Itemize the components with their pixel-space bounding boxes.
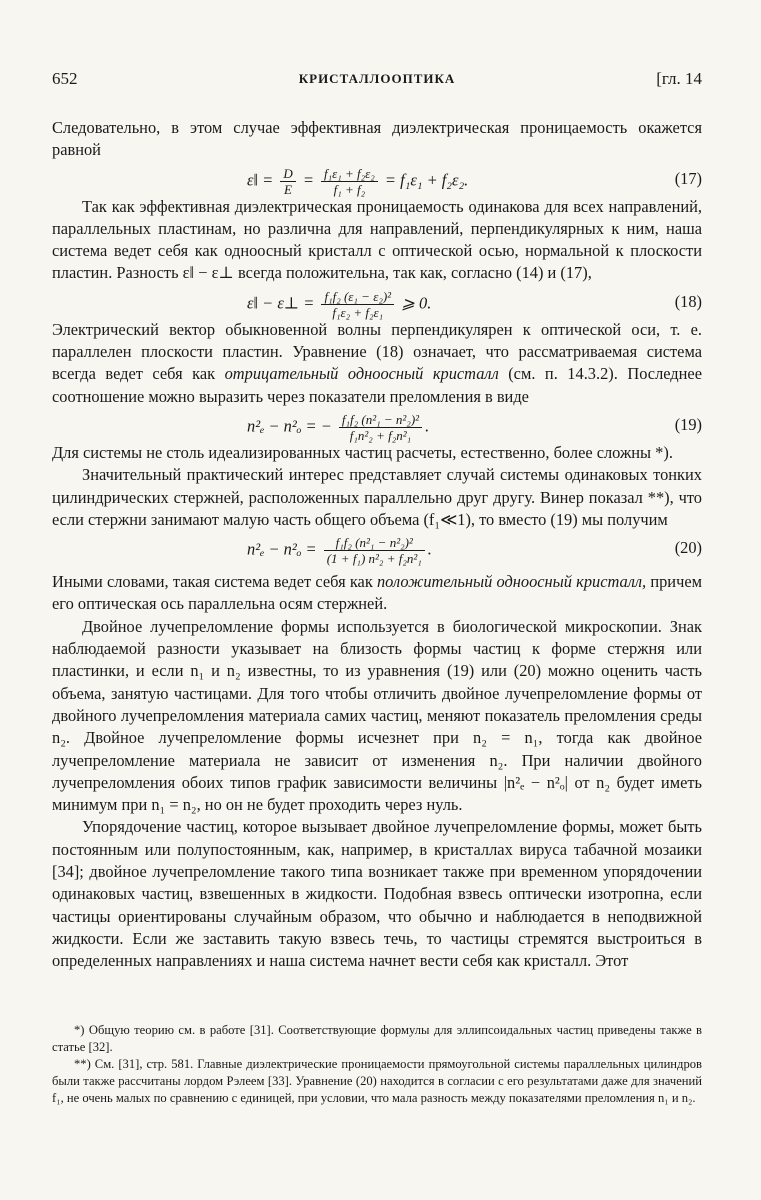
equation-17-number: (17) (674, 168, 702, 188)
chapter-label: [гл. 14 (656, 69, 702, 88)
paragraph-8: Упорядочение частиц, которое вызывает двойное лучепреломление формы, может быть постоянным или полупостоянным, как, например, в кристаллах вируса табачной мозаики [34]; двойное лучепреломление такого типа возникает также при временном упорядочении одинаковых частиц, взвешенных в жидкости. Подобная взвесь оптически изотропна, если частицы ориентированы случайным образом, что обычно и наблюдается в неподвижной жидкости. Если же заставить такую взвесь течь, то частицы стремятся выстроиться в определенных направлениях и наша система начнет вести себя как кристалл. Этот (52, 817, 702, 971)
equation-19 (52, 408, 702, 442)
paragraph-4: Для системы не столь идеализированных частиц расчеты, естественно, более сложны *). (52, 442, 673, 462)
emphasis: положительный одноосный кристалл, (376, 572, 647, 592)
equation-19-number: (19) (674, 414, 702, 434)
footnote-2: **) См. [31], стр. 581. Главные диэлектрические проницаемости прямоугольной системы параллельных цилиндров были также рассчитаны лордом Рэлеем [33]. Уравнение (20) находится в согласии с его результатами даже для значений f₁, не очень малых по сравнению с единицей, при условии, что мала разность между показателями преломления n₁ и n₂. (52, 1057, 702, 1105)
paragraph-1: Следовательно, в этом случае эффективная диэлектрическая проницаемость окажется равной (52, 118, 702, 160)
footnotes (52, 1022, 702, 1107)
main-text (52, 117, 702, 973)
paragraph-7: Двойное лучепреломление формы используется в биологической микроскопии. Знак наблюдаемой разности указывает на близость формы частиц к форме стержня или пластинки, и если n₁ и n₂ известны, то из уравнения (19) или (20) можно оценить часть объема, занятую частицами. Для того чтобы отличить двойное лучепреломление формы от двойного лучепреломления материала самих частиц, меняют показатель преломления среды n₂. Двойное лучепреломление формы исчезнет при n₂ = n₁, тогда как двойное лучепреломление материала не зависит от изменения n₂. При наличии двойного лучепреломления обоих типов график зависимости величины |n²ₑ − n²ₒ| от n₂ будет иметь минимум при n₁ = n₂, но он не будет проходить через нуль. (52, 616, 702, 815)
fraction: $\frac{\text{f₁f₂ (n²₁ − n²₂)²}}{\text{f₁n²₂ + f₂n²₁}}$ (339, 412, 422, 443)
equation-17-formula: ε‖ = $\frac{D}{E}$ = $\frac{\text{f₁ε₁ + f₂ε₂}}{\text{f₁ + f₂}}$ = f₁ε₁ + f₂ε₂. (247, 165, 469, 197)
emphasis: отрицательный одноосный кристалл (224, 364, 499, 384)
equation-19-formula: n²ₑ − n²ₒ = − $\frac{\text{f₁f₂ (n²₁ − n²₂)²}}{\text{f₁n²₂ + f₂n²₁}}$ . (247, 411, 430, 443)
equation-20-formula: n²ₑ − n²ₒ = $\frac{\text{f₁f₂ (n²₁ − n²₂)²}}{\text{(1 + f₁) n²₂ + f₂n²₁}}$ . (247, 535, 432, 567)
paragraph-5: Значительный практический интерес представляет случай системы одинаковых тонких цилиндрических стержней, расположенных параллельно друг другу. Винер показал **), что если стержни занимают малую часть общего объема (f₁≪1), то вместо (19) мы получим (52, 465, 702, 529)
paragraph-2: Так как эффективная диэлектрическая проницаемость одинакова для всех направлений, параллельных пластинам, но различна для направлений, перпендикулярных к ним, наша система ведет себя как одноосный кристалл с оптической осью, нормальной к плоскости пластин. Разность ε‖ − ε⊥ всегда положительна, так как, согласно (14) и (17), (52, 196, 702, 283)
equation-18-number: (18) (674, 291, 702, 311)
equation-17 (52, 162, 702, 196)
equation-20-number: (20) (674, 538, 702, 558)
paragraph-6: Иными словами, такая система ведет себя как положительный одноосный кристалл, причем его оптическая ось параллельна осям стержней. (52, 572, 702, 614)
fraction: $\frac{\text{f₁f₂ (n²₁ − n²₂)²}}{\text{(1 + f₁) n²₂ + f₂n²₁}}$ (324, 535, 425, 566)
footnote-1: *) Общую теорию см. в работе [31]. Соответствующие формулы для эллипсоидальных частиц приведены также в статье [32]. (52, 1023, 702, 1054)
running-header (52, 69, 702, 91)
equation-18-formula: ε‖ − ε⊥ = $\frac{\text{f₁f₂ (ε₁ − ε₂)²}}{\text{f₁ε₂ + f₂ε₁}}$ ⩾ 0. (247, 288, 432, 320)
fraction: $\frac{\text{f₁ε₁ + f₂ε₂}}{\text{f₁ + f₂}}$ (321, 166, 378, 197)
paragraph-3: Электрический вектор обыкновенной волны перпендикулярен к оптической оси, т. е. параллелен плоскости пластин. Уравнение (18) означает, что рассматриваемая система всегда ведет себя как отрицательный одноосный кристалл (см. п. 14.3.2). Последнее соотношение можно выразить через показатели преломления в виде (52, 319, 702, 406)
fraction: $\frac{\text{f₁f₂ (ε₁ − ε₂)²}}{\text{f₁ε₂ + f₂ε₁}}$ (321, 289, 394, 320)
fraction: $\frac{D}{E}$ (280, 166, 295, 197)
page-number: 652 (52, 69, 78, 88)
equation-18 (52, 285, 702, 319)
equation-20 (52, 531, 702, 571)
running-title: КРИСТАЛЛООПТИКА (298, 71, 456, 86)
